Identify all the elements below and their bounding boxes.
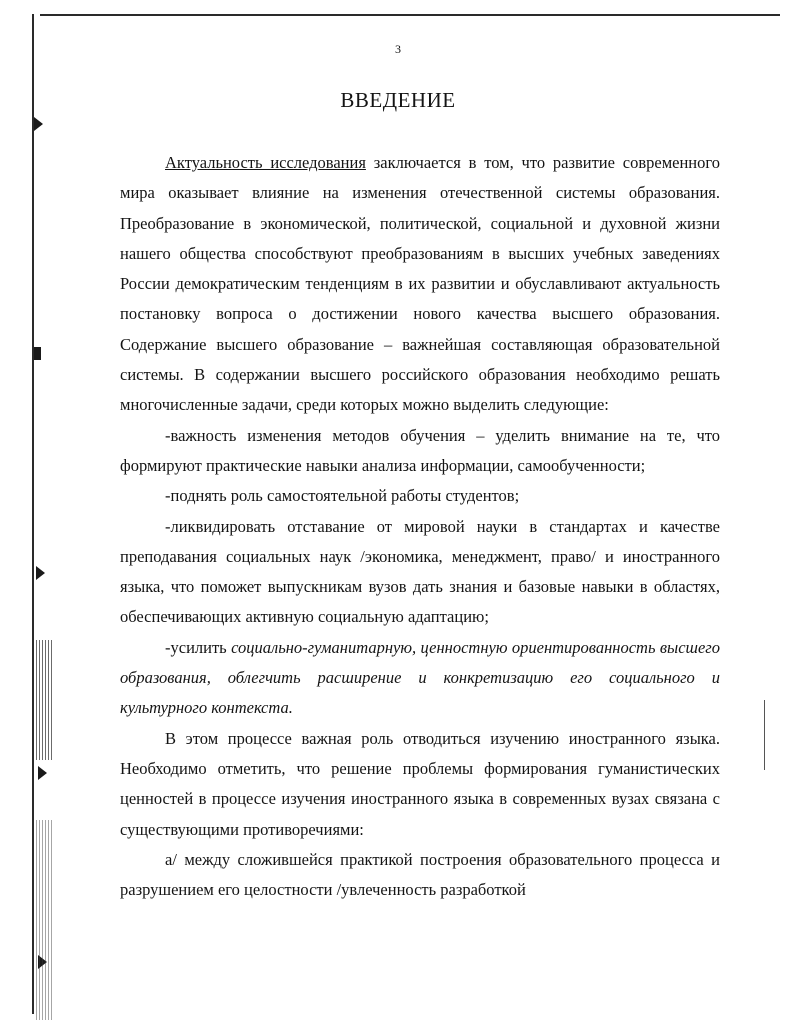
paragraph-task-methods: -важность изменения методов обучения – уделить внимание на те, что формируют практические навыки анализа информации, самообученности; — [120, 425, 720, 475]
relevance-text: заключается в том, что развитие современного мира оказывает влияние на изменения отечественной системы образования. Преобразование в экономической, политической, социальной и духовной жизни нашего общества способствуют преобразованиям в высших учебных заведениях России демократическим тенденциям в их развитии и обуславливают актуальность постановку вопроса о достижении нового качества высшего образования. Содержание высшего образование – важнейшая составляющая образовательной системы. В содержании высшего российского образования необходимо решать многочисленные задачи, среди которых можно выделить следующие: — [120, 153, 720, 415]
paragraph-contradiction-a: а/ между сложившейся практикой построения образовательного процесса и разрушением его целостности /увлеченность разработкой — [120, 849, 720, 900]
scan-top-rule — [40, 14, 780, 16]
binding-mark-icon — [38, 766, 47, 780]
scan-left-rule — [32, 14, 34, 1014]
humanitarian-lead: -усилить — [165, 637, 232, 657]
binding-mark-icon — [34, 347, 41, 360]
paragraph-foreign-language: В этом процессе важная роль отводиться изучению иностранного языка. Необходимо отметить, что решение проблемы формирования гуманистических ценностей в процессе изучения иностранного языка в современных вузах связана с существующими противоречиями: — [120, 728, 720, 839]
binding-mark-icon — [34, 117, 43, 131]
page-title: ВВЕДЕНИЕ — [340, 88, 456, 112]
paragraph-task-standards: -ликвидировать отставание от мировой науки в стандартах и качестве преподавания социальных наук /экономика, менеджмент, право/ и иностранного языка, что поможет выпускникам вузов дать знания и базовые навыки в областях, обеспечивающих активную социальную адаптацию; — [120, 516, 720, 627]
humanitarian-italic: социально-гуманитарную, ценностную ориентированность высшего образования, облегчить расширение и конкретизацию его социального и культурного контекста. — [120, 637, 720, 718]
scan-noise-band — [36, 640, 54, 760]
paragraph-relevance — [120, 148, 720, 421]
paragraph-task-humanitarian — [120, 633, 720, 724]
relevance-term: Актуальность исследования — [165, 153, 366, 172]
body-text — [120, 148, 720, 905]
binding-mark-icon — [36, 566, 45, 580]
scan-noise-band — [36, 820, 54, 1020]
paragraph-task-independent-work: -поднять роль самостоятельной работы студентов; — [165, 486, 520, 506]
page-number: 3 — [395, 42, 401, 56]
scan-right-mark — [764, 700, 765, 770]
